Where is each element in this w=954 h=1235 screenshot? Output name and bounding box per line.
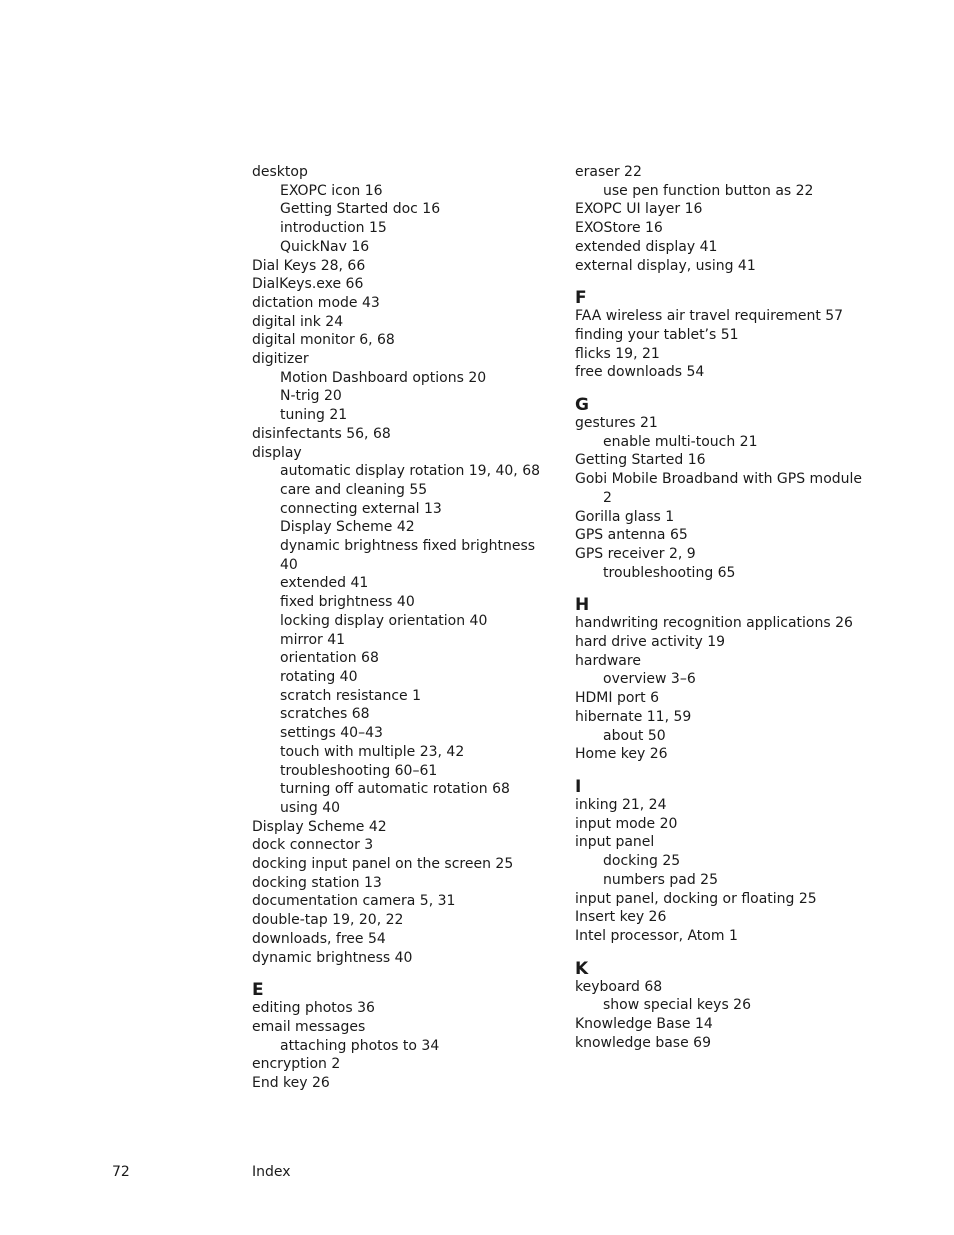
index-subentry: enable multi-touch 21 xyxy=(603,433,758,450)
index-entry: Insert key 26 xyxy=(575,909,667,926)
index-subentry: show special keys 26 xyxy=(603,997,751,1014)
index-subentry: Display Scheme 42 xyxy=(280,519,415,536)
index-entry: Getting Started 16 xyxy=(575,452,706,469)
index-entry: EXOStore 16 xyxy=(575,220,663,237)
index-subentry: automatic display rotation 19, 40, 68 xyxy=(280,463,541,480)
index-subentry: use pen function button as 22 xyxy=(603,182,814,199)
index-entry: knowledge base 69 xyxy=(575,1034,711,1051)
index-subentry: Getting Started doc 16 xyxy=(280,201,441,218)
index-subentry: numbers pad 25 xyxy=(603,871,719,888)
index-entry: GPS receiver 2, 9 xyxy=(575,545,696,562)
index-entry: finding your tablet’s 51 xyxy=(575,326,739,343)
index-entry: digitizer xyxy=(252,351,309,368)
index-letter-heading: K xyxy=(575,958,589,979)
index-subentry: troubleshooting 60–61 xyxy=(280,762,438,779)
index-letter-heading: E xyxy=(252,980,264,1001)
index-entry: free downloads 54 xyxy=(575,364,705,381)
index-entry: hard drive activity 19 xyxy=(575,634,726,651)
index-letter-heading: I xyxy=(575,776,582,797)
index-entry: EXOPC UI layer 16 xyxy=(575,201,703,218)
index-subentry: mirror 41 xyxy=(280,631,346,648)
index-subentry: scratches 68 xyxy=(280,706,370,723)
index-subentry: turning off automatic rotation 68 xyxy=(280,781,510,798)
index-subentry: dynamic brightness fixed brightness xyxy=(280,538,536,555)
index-entry: dock connector 3 xyxy=(252,837,374,854)
index-entry: keyboard 68 xyxy=(575,978,663,995)
index-entry: Gorilla glass 1 xyxy=(575,508,675,525)
index-subentry: Motion Dashboard options 20 xyxy=(280,369,487,386)
index-subentry: overview 3–6 xyxy=(603,671,696,688)
index-entry: email messages xyxy=(252,1018,366,1035)
index-subentry: 2 xyxy=(603,489,612,506)
index-entry: display xyxy=(252,444,302,461)
index-entry: extended display 41 xyxy=(575,238,718,255)
index-subentry: fixed brightness 40 xyxy=(280,594,415,611)
index-letter-heading: G xyxy=(575,395,589,416)
index-entry: disinfectants 56, 68 xyxy=(252,425,391,442)
index-subentry: touch with multiple 23, 42 xyxy=(280,743,465,760)
index-entry: input panel, docking or floating 25 xyxy=(575,890,817,907)
index-subentry: care and cleaning 55 xyxy=(280,481,428,498)
index-entry: dictation mode 43 xyxy=(252,294,380,311)
index-subentry: orientation 68 xyxy=(280,650,379,667)
index-subentry: scratch resistance 1 xyxy=(280,687,421,704)
index-entry: encryption 2 xyxy=(252,1056,341,1073)
index-entry: dynamic brightness 40 xyxy=(252,949,413,966)
index-entry: flicks 19, 21 xyxy=(575,345,660,362)
index-entry: Intel processor, Atom 1 xyxy=(575,927,738,944)
index-entry: inking 21, 24 xyxy=(575,796,667,813)
index-entry: eraser 22 xyxy=(575,164,642,180)
index-letter-heading: F xyxy=(575,288,587,309)
index-entry: hibernate 11, 59 xyxy=(575,708,692,725)
index-entry: GPS antenna 65 xyxy=(575,527,688,544)
index-entry: external display, using 41 xyxy=(575,257,756,274)
index-subentry: settings 40–43 xyxy=(280,725,383,742)
index-entry: desktop xyxy=(252,164,308,180)
index-subentry: QuickNav 16 xyxy=(280,238,370,255)
index-subentry: about 50 xyxy=(603,727,666,744)
index-entry: Home key 26 xyxy=(575,746,668,763)
index-subentry: attaching photos to 34 xyxy=(280,1037,440,1054)
index-entry: editing photos 36 xyxy=(252,1000,375,1017)
index-entry: docking input panel on the screen 25 xyxy=(252,856,514,873)
index-subentry: using 40 xyxy=(280,799,341,816)
index-entry: handwriting recognition applications 26 xyxy=(575,615,853,632)
index-entry: downloads, free 54 xyxy=(252,930,386,947)
index-subentry: locking display orientation 40 xyxy=(280,612,488,629)
index-subentry: troubleshooting 65 xyxy=(603,564,736,581)
index-subentry: docking 25 xyxy=(603,853,681,870)
index-letter-heading: H xyxy=(575,595,590,616)
index-entry: input panel xyxy=(575,834,655,851)
index-entry: Knowledge Base 14 xyxy=(575,1016,713,1033)
index-entry: digital monitor 6, 68 xyxy=(252,332,395,349)
index-entry: documentation camera 5, 31 xyxy=(252,893,456,910)
index-entry: DialKeys.exe 66 xyxy=(252,276,364,293)
index-entry: docking station 13 xyxy=(252,874,382,891)
index-column-right xyxy=(575,163,865,1052)
index-entry: input mode 20 xyxy=(575,815,678,832)
running-head: Index xyxy=(252,1164,291,1180)
index-subentry: 40 xyxy=(280,556,298,573)
index-subentry: rotating 40 xyxy=(280,668,358,685)
page-number: 72 xyxy=(112,1164,130,1180)
index-entry: HDMI port 6 xyxy=(575,690,660,707)
index-entry: gestures 21 xyxy=(575,415,658,432)
index-subentry: N-trig 20 xyxy=(280,388,342,405)
index-entry: double-tap 19, 20, 22 xyxy=(252,912,404,929)
index-entry: FAA wireless air travel requirement 57 xyxy=(575,308,844,325)
index-subentry: connecting external 13 xyxy=(280,500,442,517)
index-entry: Display Scheme 42 xyxy=(252,818,387,835)
index-entry: Dial Keys 28, 66 xyxy=(252,257,366,274)
index-subentry: tuning 21 xyxy=(280,407,348,424)
index-subentry: introduction 15 xyxy=(280,220,387,237)
index-subentry: extended 41 xyxy=(280,575,369,592)
index-entry: digital ink 24 xyxy=(252,313,344,330)
index-subentry: EXOPC icon 16 xyxy=(280,182,383,199)
index-entry: Gobi Mobile Broadband with GPS module xyxy=(575,471,863,488)
index-entry: End key 26 xyxy=(252,1075,330,1092)
index-entry: hardware xyxy=(575,652,641,669)
index-column-left xyxy=(252,163,542,1093)
